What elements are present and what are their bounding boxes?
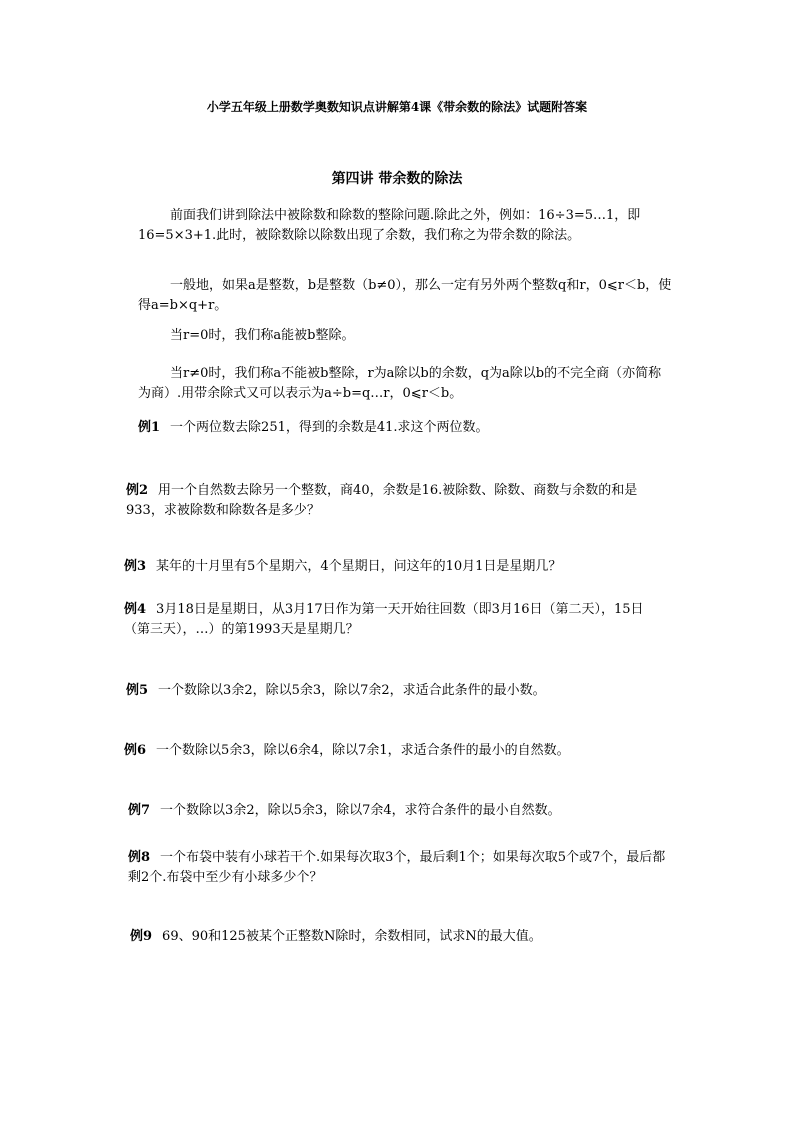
example-3	[124, 557, 664, 577]
example-text: 3月18日是星期日，从3月17日作为第一天开始往回数（即3月16日（第二天），15日（第三天），…）的第1993天是星期几？	[124, 602, 644, 637]
example-text: 一个数除以3余2，除以5余3，除以7余4，求符合条件的最小自然数。	[160, 803, 561, 818]
example-label: 例9	[130, 929, 153, 944]
example-label: 例7	[128, 803, 151, 818]
example-7	[128, 801, 668, 821]
example-label: 例8	[128, 850, 151, 865]
example-6	[124, 741, 664, 761]
example-text: 某年的十月里有5个星期六，4个星期日，问这年的10月1日是星期几？	[156, 559, 562, 574]
definition-paragraph: 一般地，如果a是整数，b是整数（b≠0），那么一定有另外两个整数q和r，0⩽r＜b，使得a=b×q+r。	[138, 278, 672, 313]
remainder-paragraph: 当r≠0时，我们称a不能被b整除，r为a除以b的余数，q为a除以b的不完全商（亦简称为商）.用带余除式又可以表示为a÷b=q…r，0⩽r＜b。	[138, 366, 662, 401]
section-title: 第四讲 带余数的除法	[331, 171, 463, 187]
example-text: 一个数除以5余3，除以6余4，除以7余1，求适合条件的最小的自然数。	[156, 743, 570, 758]
example-label: 例3	[124, 559, 147, 574]
intro-paragraph: 前面我们讲到除法中被除数和除数的整除问题.除此之外，例如：16÷3=5…1，即16=5×3+1.此时，被除数除以除数出现了余数，我们称之为带余数的除法。	[138, 208, 641, 243]
divisible-paragraph: 当r=0时，我们称a能被b整除。	[170, 328, 355, 343]
example-label: 例2	[126, 483, 149, 498]
document-title: 小学五年级上册数学奥数知识点讲解第4课《带余数的除法》试题附答案	[206, 100, 588, 114]
example-1	[138, 418, 678, 438]
example-9	[130, 927, 670, 947]
example-label: 例1	[138, 420, 161, 435]
example-text: 一个数除以3余2，除以5余3，除以7余2，求适合此条件的最小数。	[158, 683, 546, 698]
example-label: 例4	[124, 602, 147, 617]
example-label: 例6	[124, 743, 147, 758]
example-5	[126, 681, 666, 701]
example-8	[128, 848, 668, 888]
example-2	[126, 481, 666, 521]
example-text: 一个布袋中装有小球若干个.如果每次取3个，最后剩1个；如果每次取5个或7个，最后都剩2个.布袋中至少有小球多少个？	[128, 850, 666, 885]
example-text: 一个两位数去除251，得到的余数是41.求这个两位数。	[170, 420, 489, 435]
example-text: 用一个自然数去除另一个整数，商40，余数是16.被除数、除数、商数与余数的和是933，求被除数和除数各是多少？	[126, 483, 638, 518]
example-label: 例5	[126, 683, 149, 698]
example-text: 69、90和125被某个正整数N除时，余数相同，试求N的最大值。	[162, 929, 542, 944]
example-4	[124, 600, 664, 640]
